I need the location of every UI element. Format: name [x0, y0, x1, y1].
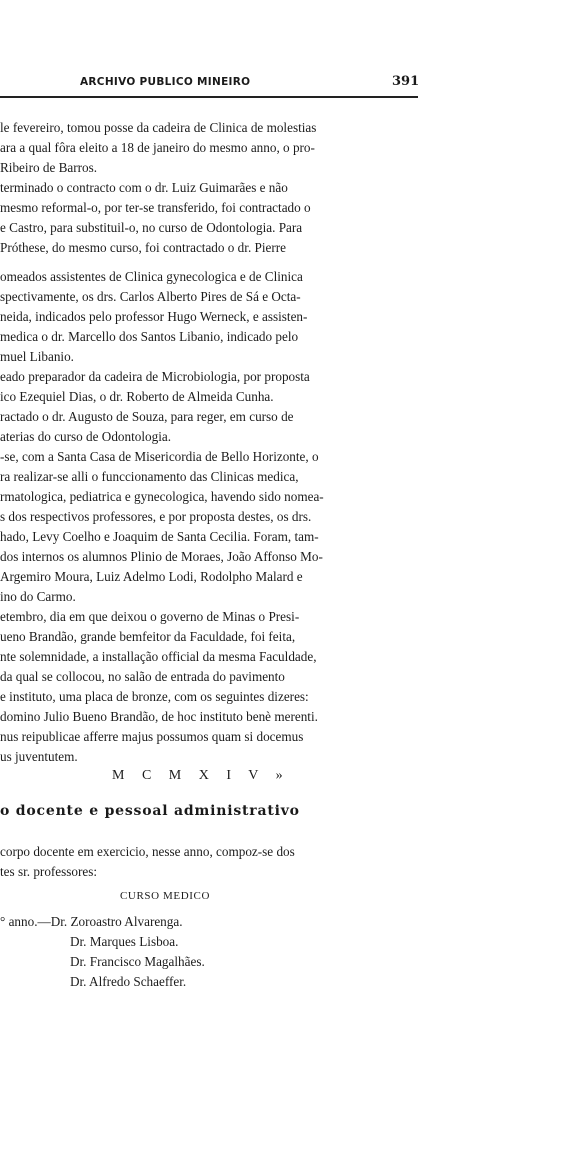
text-line: omeados assistentes de Clinica gynecologica e de Clinica	[0, 269, 303, 284]
text-line: muel Libanio.	[0, 349, 74, 364]
text-line: Próthese, do mesmo curso, foi contractado o dr. Pierre	[0, 240, 287, 255]
list-item	[0, 972, 440, 992]
text-line: corpo docente em exercicio, nesse anno, compoz-se dos	[0, 844, 295, 859]
text-line: -se, com a Santa Casa de Misericordia de Bello Horizonte, o	[0, 449, 319, 464]
text-line: dos internos os alumnos Plinio de Moraes, João Affonso Mo-	[0, 549, 323, 564]
header-rule	[0, 96, 418, 98]
page-number: 391	[392, 74, 420, 89]
section-heading: o docente e pessoal administrativo	[0, 803, 300, 819]
text-line: ara a qual fôra eleito a 18 de janeiro do mesmo anno, o pro-	[0, 140, 315, 155]
text-line: eado preparador da cadeira de Microbiologia, por proposta	[0, 369, 310, 384]
text-line: mesmo reformal-o, por ter-se transferido, foi contractado o	[0, 200, 311, 215]
text-line: tes sr. professores:	[0, 864, 98, 879]
header-title: ARCHIVO PUBLICO MINEIRO	[80, 76, 251, 88]
text-line: hado, Levy Coelho e Joaquim de Santa Cecilia. Foram, tam-	[0, 529, 319, 544]
list-item	[0, 912, 440, 932]
text-line: nus reipublicae afferre majus possumos quam si docemus	[0, 729, 304, 744]
faculty-list	[0, 912, 440, 992]
text-line: ractado o dr. Augusto de Souza, para reger, em curso de	[0, 409, 294, 424]
body-text	[0, 118, 440, 767]
running-header	[0, 74, 420, 96]
text-line: s dos respectivos professores, e por proposta destes, os drs.	[0, 509, 312, 524]
text-line: Ribeiro de Barros.	[0, 160, 98, 175]
text-line: ico Ezequiel Dias, o dr. Roberto de Almeida Cunha.	[0, 389, 274, 404]
text-line: le fevereiro, tomou posse da cadeira de Clinica de molestias	[0, 120, 317, 135]
text-line: spectivamente, os drs. Carlos Alberto Pires de Sá e Octa-	[0, 289, 301, 304]
text-line: rmatologica, pediatrica e gynecologica, havendo sido nomea-	[0, 489, 324, 504]
text-line: etembro, dia em que deixou o governo de Minas o Presi-	[0, 609, 300, 624]
faculty-entry: Dr. Marques Lisboa.	[70, 934, 179, 949]
text-line: domino Julio Bueno Brandão, de hoc instituto benè merenti.	[0, 709, 318, 724]
inscription-date: M C M X I V »	[112, 768, 290, 783]
text-line: terminado o contracto com o dr. Luiz Guimarães e não	[0, 180, 288, 195]
text-line: da qual se collocou, no salão de entrada do pavimento	[0, 669, 285, 684]
text-line: aterias do curso de Odontologia.	[0, 429, 172, 444]
text-line: ra realizar-se alli o funccionamento das Clinicas medica,	[0, 469, 299, 484]
faculty-entry: Dr. Alfredo Schaeffer.	[70, 974, 187, 989]
course-heading: CURSO MEDICO	[120, 890, 211, 902]
faculty-entry: ° anno.—Dr. Zoroastro Alvarenga.	[0, 914, 183, 929]
intro-paragraph	[0, 842, 440, 882]
text-line: ino do Carmo.	[0, 589, 76, 604]
text-line: us juventutem.	[0, 749, 78, 764]
text-line: e Castro, para substituil-o, no curso de Odontologia. Para	[0, 220, 303, 235]
text-line: e instituto, uma placa de bronze, com os seguintes dizeres:	[0, 689, 309, 704]
list-item	[0, 952, 440, 972]
faculty-entry: Dr. Francisco Magalhães.	[70, 954, 205, 969]
text-line: neida, indicados pelo professor Hugo Werneck, e assisten-	[0, 309, 308, 324]
text-line: ueno Brandão, grande bemfeitor da Faculdade, foi feita,	[0, 629, 296, 644]
list-item	[0, 932, 440, 952]
text-line: nte solemnidade, a installação official da mesma Faculdade,	[0, 649, 317, 664]
text-line: medica o dr. Marcello dos Santos Libanio, indicado pelo	[0, 329, 299, 344]
text-line: Argemiro Moura, Luiz Adelmo Lodi, Rodolpho Malard e	[0, 569, 303, 584]
